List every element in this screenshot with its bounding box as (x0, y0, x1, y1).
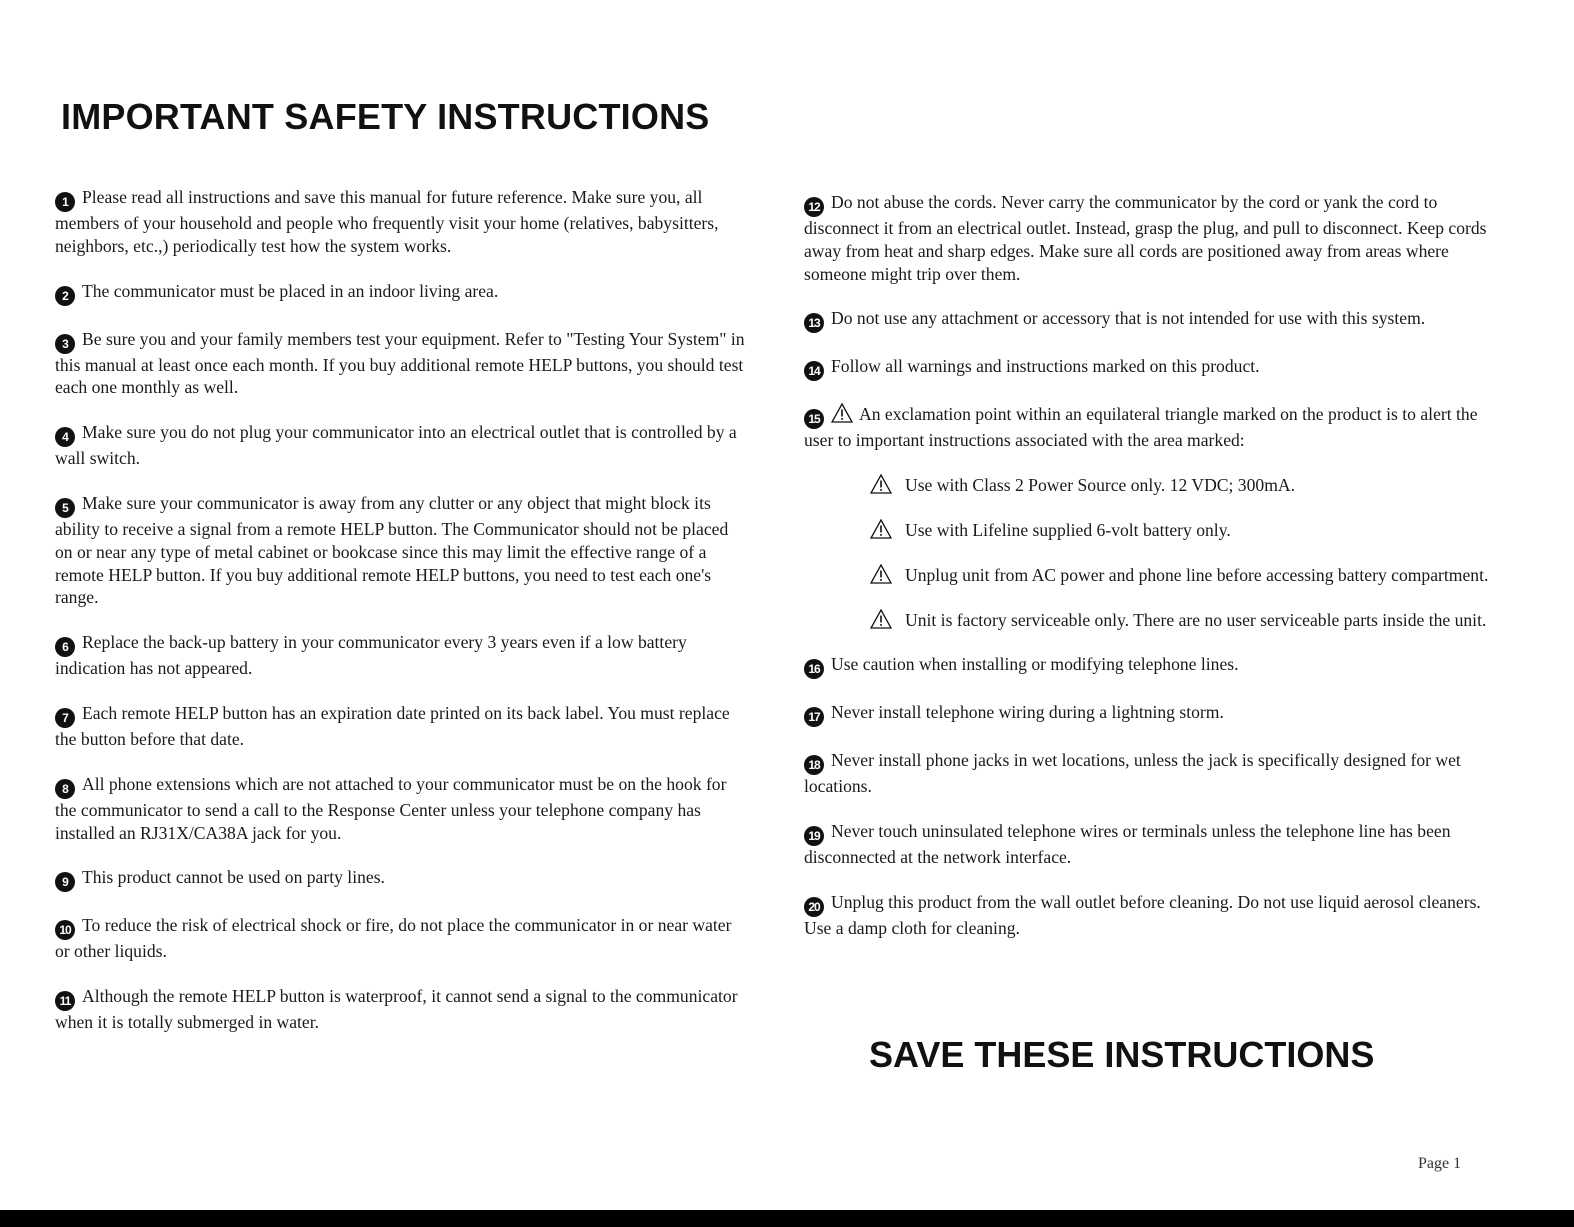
instruction-text: Never install telephone wiring during a lightning storm. (831, 702, 1224, 723)
instruction-text: An exclamation point within an equilateral triangle marked on the product is to alert the user to important instructions associated with the area marked: (804, 404, 1478, 451)
warning-triangle-icon (831, 403, 853, 423)
warning-text: Unplug unit from AC power and phone line before accessing battery compartment. (905, 564, 1489, 585)
warning-item (870, 609, 1494, 632)
instruction-item-20 (804, 891, 1494, 940)
number-14-icon: 14 (804, 361, 824, 381)
number-6-icon: 6 (55, 637, 75, 657)
number-7-icon: 7 (55, 708, 75, 728)
instruction-text: Make sure you do not plug your communicator into an electrical outlet that is controlled by a wall switch. (55, 422, 737, 469)
bottom-scan-border (0, 1210, 1574, 1227)
number-10-icon: 10 (55, 920, 75, 940)
warning-text: Unit is factory serviceable only. There are no user serviceable parts inside the unit. (905, 609, 1487, 630)
instruction-item-5 (55, 492, 745, 609)
number-11-icon: 11 (55, 991, 75, 1011)
number-17-icon: 17 (804, 707, 824, 727)
warning-item (870, 474, 1494, 497)
instruction-item-14 (804, 355, 1494, 381)
number-3-icon: 3 (55, 334, 75, 354)
warning-text: Use with Class 2 Power Source only. 12 VDC; 300mA. (905, 475, 1295, 496)
instruction-text: Make sure your communicator is away from any clutter or any object that might block its ability to receive a signal from a remote HELP button. The Communicator should not be placed on or near any type of metal cabinet or bookcase since this may limit the effective range of a remote HELP button. If you buy additional remote HELP buttons, you need to test each one's range. (55, 492, 729, 608)
instruction-text: Never touch uninsulated telephone wires or terminals unless the telephone line has been disconnected at the network interface. (804, 821, 1451, 868)
warning-triangle-icon (870, 474, 892, 494)
instruction-item-1 (55, 186, 745, 258)
left-column (55, 186, 745, 1056)
instruction-item-17 (804, 701, 1494, 727)
warning-triangle-icon (870, 564, 892, 584)
number-16-icon: 16 (804, 659, 824, 679)
instruction-item-19 (804, 820, 1494, 869)
number-13-icon: 13 (804, 313, 824, 333)
instruction-item-7 (55, 702, 745, 751)
number-9-icon: 9 (55, 872, 75, 892)
page-number: Page 1 (1418, 1155, 1462, 1172)
instruction-item-13 (804, 307, 1494, 333)
right-column (804, 191, 1494, 962)
instruction-text: Although the remote HELP button is waterproof, it cannot send a signal to the communicator when it is totally submerged in water. (55, 986, 738, 1033)
instruction-item-15 (804, 403, 1494, 452)
instruction-text: Replace the back-up battery in your communicator every 3 years even if a low battery indication has not appeared. (55, 632, 687, 679)
instruction-text: Never install phone jacks in wet locations, unless the jack is specifically designed for wet locations. (804, 750, 1461, 797)
warning-triangle-icon (870, 609, 892, 629)
instruction-text: Do not use any attachment or accessory that is not intended for use with this system. (831, 308, 1426, 329)
number-4-icon: 4 (55, 427, 75, 447)
instruction-text: All phone extensions which are not attached to your communicator must be on the hook for the communicator to send a call to the Response Center unless your telephone company has installed an RJ31X/CA38A jack for you. (55, 773, 727, 843)
instruction-text: Follow all warnings and instructions marked on this product. (831, 356, 1260, 377)
page-title: IMPORTANT SAFETY INSTRUCTIONS (61, 96, 710, 137)
instruction-item-6 (55, 631, 745, 680)
instruction-item-18 (804, 749, 1494, 798)
instruction-text: Use caution when installing or modifying telephone lines. (831, 654, 1239, 675)
instruction-text: Each remote HELP button has an expiration date printed on its back label. You must replace the button before that date. (55, 702, 730, 749)
instruction-text: To reduce the risk of electrical shock or fire, do not place the communicator in or near water or other liquids. (55, 915, 732, 962)
number-12-icon: 12 (804, 197, 824, 217)
instruction-item-16 (804, 653, 1494, 679)
number-8-icon: 8 (55, 779, 75, 799)
number-19-icon: 19 (804, 826, 824, 846)
instruction-item-12 (804, 191, 1494, 285)
instruction-text: Unplug this product from the wall outlet before cleaning. Do not use liquid aerosol cleaners. Use a damp cloth for cleaning. (804, 891, 1481, 938)
number-1-icon: 1 (55, 192, 75, 212)
save-instructions-heading: SAVE THESE INSTRUCTIONS (869, 1034, 1375, 1075)
warning-triangle-icon (870, 519, 892, 539)
instruction-item-3 (55, 328, 745, 400)
number-18-icon: 18 (804, 755, 824, 775)
number-2-icon: 2 (55, 286, 75, 306)
instruction-text: Be sure you and your family members test your equipment. Refer to "Testing Your System" in this manual at least once each month. If you buy additional remote HELP buttons, you should test each one monthly as well. (55, 328, 745, 398)
warning-item (870, 564, 1494, 587)
warning-text: Use with Lifeline supplied 6-volt battery only. (905, 519, 1231, 540)
instruction-item-2 (55, 280, 745, 306)
number-15-icon: 15 (804, 409, 824, 429)
instruction-text: Do not abuse the cords. Never carry the communicator by the cord or yank the cord to disconnect it from an electrical outlet. Instead, grasp the plug, and pull to disconnect. Keep cords away from heat and sharp edges. Make sure all cords are positioned away from areas where someone might trip over them. (804, 192, 1487, 284)
instruction-text: The communicator must be placed in an indoor living area. (82, 280, 499, 301)
warning-list (870, 474, 1494, 631)
instruction-item-9 (55, 866, 745, 892)
instruction-text: Please read all instructions and save this manual for future reference. Make sure you, all members of your household and people who frequently visit your home (relatives, babysitters, neighbors, etc.,) periodically test how the system works. (55, 187, 719, 256)
number-5-icon: 5 (55, 498, 75, 518)
instruction-item-11 (55, 985, 745, 1034)
warning-item (870, 519, 1494, 542)
instruction-item-10 (55, 914, 745, 963)
instruction-item-8 (55, 773, 745, 845)
number-20-icon: 20 (804, 897, 824, 917)
instruction-text: This product cannot be used on party lines. (82, 867, 385, 888)
instruction-item-4 (55, 421, 745, 470)
